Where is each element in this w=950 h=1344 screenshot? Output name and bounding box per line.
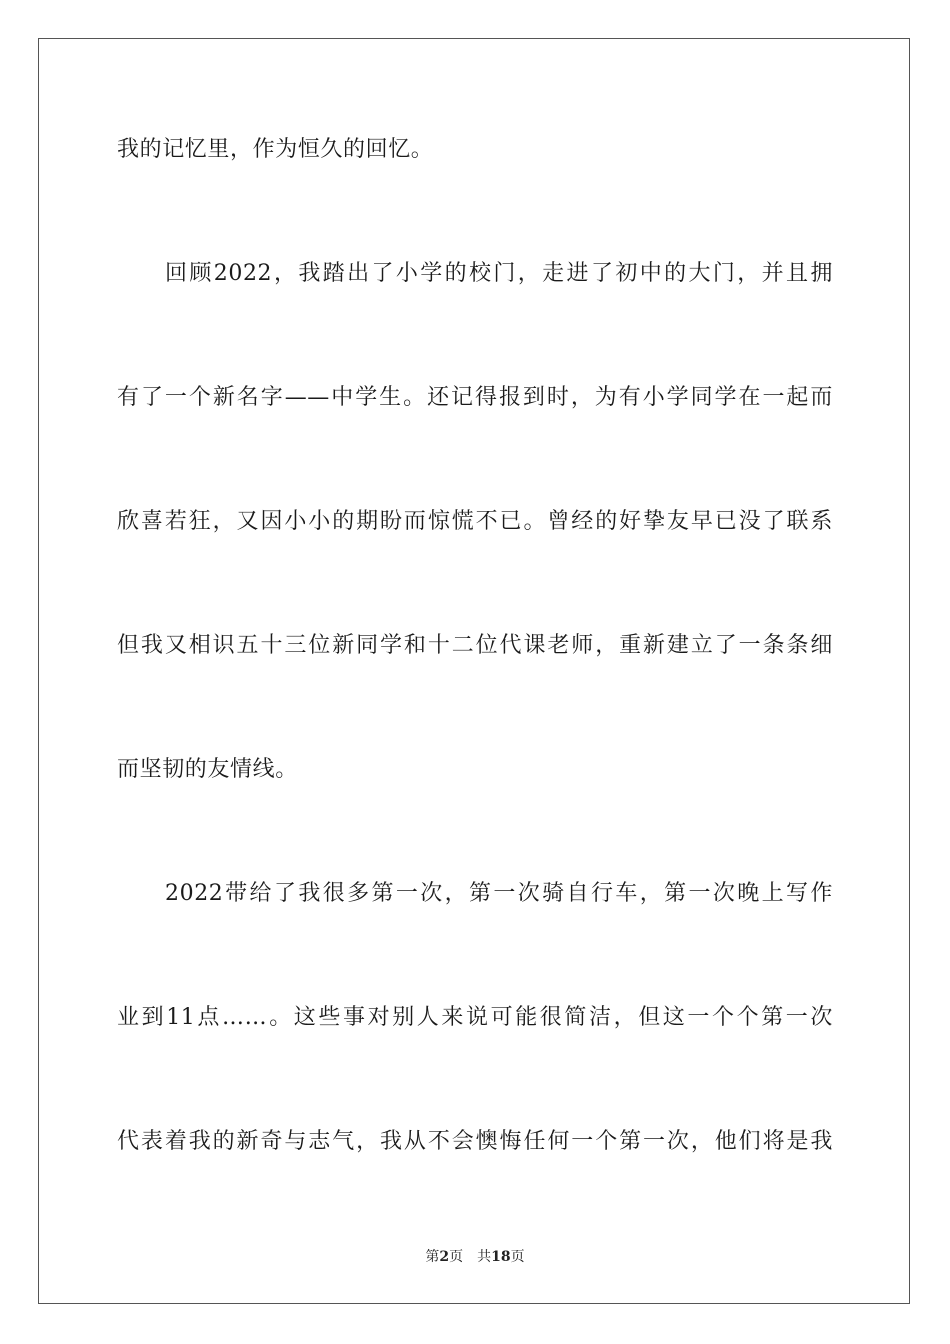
text-line-2: 回顾2022，我踏出了小学的校门，走进了初中的大门，并且拥 xyxy=(165,261,833,286)
text-line-9: 代表着我的新奇与志气，我从不会懊悔任何一个第一次，他们将是我 xyxy=(117,1129,833,1154)
total-suffix: 页 xyxy=(510,1249,525,1265)
total-pages: 18 xyxy=(491,1249,511,1265)
text-line-3: 有了一个新名字——中学生。还记得报到时，为有小学同学在一起而 xyxy=(117,385,833,410)
page-footer xyxy=(0,1247,950,1267)
text-line-1: 我的记忆里，作为恒久的回忆。 xyxy=(117,137,434,162)
text-line-5: 但我又相识五十三位新同学和十二位代课老师，重新建立了一条条细 xyxy=(117,633,833,658)
page-frame xyxy=(38,38,910,1304)
page-number: 2 xyxy=(439,1249,450,1265)
text-line-6: 而坚韧的友情线。 xyxy=(117,757,298,782)
text-line-7: 2022带给了我很多第一次，第一次骑自行车，第一次晚上写作 xyxy=(165,881,833,906)
text-line-8: 业到11点……。这些事对别人来说可能很简洁，但这一个个第一次 xyxy=(117,1005,833,1030)
page-prefix: 第 xyxy=(425,1249,440,1265)
text-line-4: 欣喜若狂，又因小小的期盼而惊慌不已。曾经的好挚友早已没了联系 xyxy=(117,509,833,534)
total-prefix: 共 xyxy=(477,1249,492,1265)
page-suffix: 页 xyxy=(449,1249,464,1265)
